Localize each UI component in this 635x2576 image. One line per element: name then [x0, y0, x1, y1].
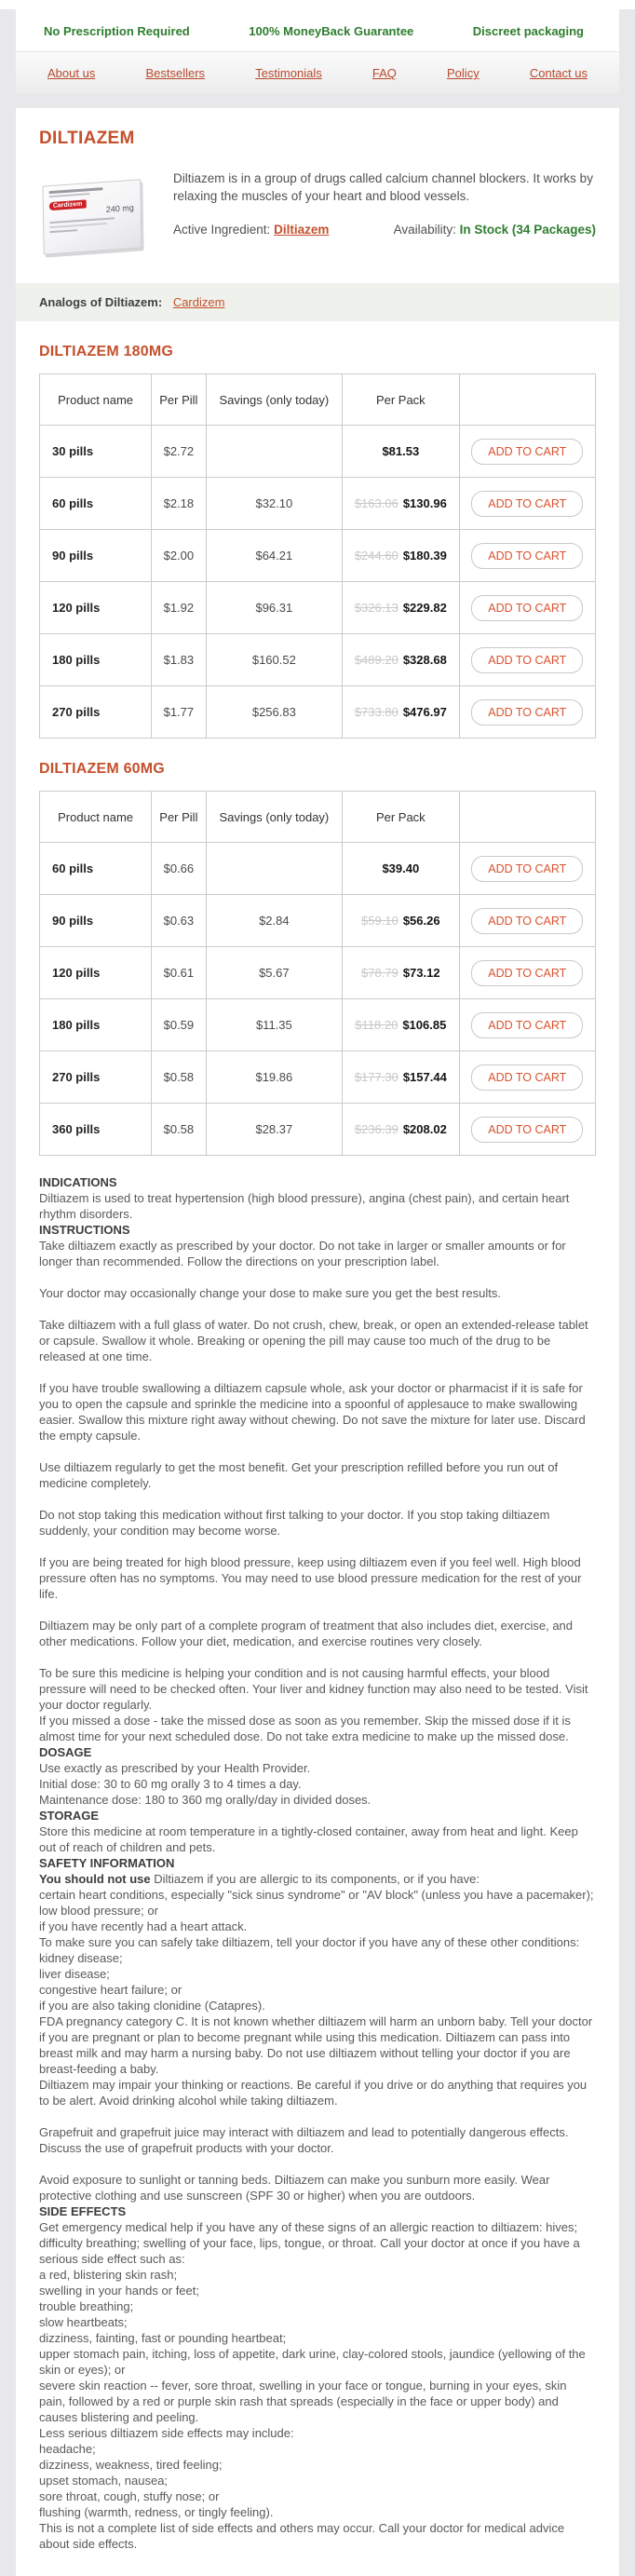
- site-header: [16, 9, 619, 94]
- cart-cell: [459, 947, 595, 999]
- info-paragraph: dizziness, weakness, tired feeling;: [39, 2458, 223, 2472]
- per-pack-cell: [343, 1051, 459, 1104]
- info-paragraph: Your doctor may occasionally change your dose to make sure you get the best results.: [39, 1286, 501, 1300]
- column-header-per-pill: Per Pill: [152, 374, 206, 426]
- current-price: $208.02: [402, 1122, 447, 1136]
- info-paragraph: Do not stop taking this medication without first talking to your doctor. If you stop taking diltiazem suddenly, your condition may become worse.: [39, 1508, 550, 1538]
- old-price: $733.80: [354, 705, 399, 719]
- current-price: $328.68: [402, 653, 447, 667]
- column-header-product-name: Product name: [40, 374, 152, 426]
- add-to-cart-button[interactable]: ADD TO CART: [471, 491, 583, 517]
- cart-cell: [459, 582, 595, 634]
- price-section: [16, 321, 619, 739]
- product-name-cell: 60 pills: [40, 843, 152, 895]
- column-header-per-pill: Per Pill: [152, 792, 206, 843]
- price-row-60-pills: [40, 478, 596, 530]
- active-ingredient-label: Active Ingredient:: [173, 223, 271, 237]
- info-paragraph: upset stomach, nausea;: [39, 2474, 169, 2488]
- add-to-cart-button[interactable]: ADD TO CART: [471, 1117, 583, 1143]
- info-paragraph: Diltiazem may be only part of a complete program of treatment that also includes diet, exercise, and other medications. Follow your diet, medication, and exercise routines very closely.: [39, 1619, 574, 1648]
- info-paragraph: dizziness, fainting, fast or pounding heartbeat;: [39, 2331, 287, 2345]
- per-pill-cell: $0.59: [152, 999, 206, 1051]
- info-paragraph: Grapefruit and grapefruit juice may interact with diltiazem and lead to potentially dangerous effects. Discuss the use of grapefruit products with your doctor.: [39, 2125, 569, 2155]
- price-tables: [16, 321, 619, 1156]
- product-name-cell: 90 pills: [40, 895, 152, 947]
- nav-link-testimonials[interactable]: Testimonials: [255, 66, 322, 80]
- info-paragraph: Store this medicine at room temperature in a tightly-closed container, away from heat and light. Keep out of reach of children and pets.: [39, 1824, 578, 1854]
- benefit-no-prescription-required: No Prescription Required: [44, 24, 190, 38]
- info-heading-side-effects: SIDE EFFECTS: [39, 2204, 127, 2218]
- product-image: [39, 169, 149, 266]
- info-paragraph: if you have recently had a heart attack.: [39, 1919, 248, 1933]
- cart-cell: [459, 1104, 595, 1156]
- savings-cell: $2.84: [206, 895, 343, 947]
- per-pack-cell: [343, 947, 459, 999]
- info-paragraph: Initial dose: 30 to 60 mg orally 3 to 4 times a day.: [39, 1777, 302, 1791]
- per-pack-cell: [343, 843, 459, 895]
- per-pill-cell: $0.61: [152, 947, 206, 999]
- savings-cell: $256.83: [206, 686, 343, 739]
- info-heading-safety-information: SAFETY INFORMATION: [39, 1856, 175, 1870]
- savings-cell: $19.86: [206, 1051, 343, 1104]
- info-paragraph: Diltiazem may impair your thinking or reactions. Be careful if you drive or do anything that requires you to be alert. Avoid drinking alcohol while taking diltiazem.: [39, 2078, 588, 2108]
- main-nav: [16, 51, 619, 94]
- price-row-180-pills: [40, 634, 596, 686]
- info-paragraph: If you missed a dose - take the missed dose as soon as you remember. Skip the missed dose if it is almost time for your next scheduled dose. Do not take extra medicine to make up the missed dose.: [39, 1714, 571, 1743]
- savings-cell: [206, 843, 343, 895]
- old-price: $244.60: [354, 549, 399, 563]
- price-row-120-pills: [40, 582, 596, 634]
- per-pill-cell: $0.66: [152, 843, 206, 895]
- info-paragraph: flushing (warmth, redness, or tingly feeling).: [39, 2505, 274, 2519]
- nav-link-policy[interactable]: Policy: [447, 66, 480, 80]
- savings-cell: $96.31: [206, 582, 343, 634]
- info-paragraph: Avoid exposure to sunlight or tanning beds. Diltiazem can make you sunburn more easily. Wear protective clothing and use sunscreen (SPF 30 or higher) when you are outdoors.: [39, 2173, 550, 2203]
- add-to-cart-button[interactable]: ADD TO CART: [471, 439, 583, 465]
- per-pack-cell: [343, 426, 459, 478]
- info-heading-storage: STORAGE: [39, 1809, 100, 1823]
- column-header-cart: [459, 374, 595, 426]
- info-paragraph: a red, blistering skin rash;: [39, 2268, 178, 2282]
- product-name-cell: 120 pills: [40, 947, 152, 999]
- info-paragraph: Get emergency medical help if you have any of these signs of an allergic reaction to diltiazem: hives; difficulty breathing; swelling of your face, lips, tongue, or throat. Call your doctor at once if you have a serious side effect such as:: [39, 2220, 580, 2266]
- analogs-bar: [16, 283, 619, 321]
- info-paragraph: slow heartbeats;: [39, 2315, 128, 2329]
- nav-link-contact-us[interactable]: Contact us: [529, 66, 588, 80]
- product-description: Diltiazem is in a group of drugs called calcium channel blockers. It works by relaxing the muscles of your heart and blood vessels.: [173, 171, 593, 203]
- column-header-product-name: Product name: [40, 792, 152, 843]
- add-to-cart-button[interactable]: ADD TO CART: [471, 1064, 583, 1091]
- product-name-cell: 90 pills: [40, 530, 152, 582]
- per-pack-cell: [343, 530, 459, 582]
- column-header-per-pack: Per Pack: [343, 374, 459, 426]
- box-dose-label: 240 mg: [105, 202, 134, 214]
- info-paragraph: FDA pregnancy category C. It is not known whether diltiazem will harm an unborn baby. Tell your doctor if you are pregnant or plan to become pregnant while using this medication. Diltiazem can pass into breast milk and may harm a nursing baby. Do not use diltiazem without telling your doctor if you are breast-feeding a baby.: [39, 2014, 593, 2076]
- box-fineprint: [49, 193, 90, 197]
- info-paragraph: swelling in your hands or feet;: [39, 2284, 199, 2298]
- info-paragraph: liver disease;: [39, 1967, 110, 1981]
- info-paragraph: if you are also taking clonidine (Catapres).: [39, 1999, 265, 2013]
- info-paragraph: Maintenance dose: 180 to 360 mg orally/day in divided doses.: [39, 1793, 372, 1807]
- current-price: $39.40: [382, 861, 420, 875]
- savings-cell: $32.10: [206, 478, 343, 530]
- column-header-cart: [459, 792, 595, 843]
- info-paragraph: Take diltiazem exactly as prescribed by your doctor. Do not take in larger or smaller amounts or for longer than recommended. Follow the directions on your prescription label.: [39, 1239, 566, 1268]
- active-ingredient-link[interactable]: Diltiazem: [274, 223, 330, 237]
- info-paragraph: This is not a complete list of side effects and others may occur. Call your doctor for medical advice about side effects.: [39, 2521, 565, 2551]
- old-price: $163.06: [354, 496, 399, 510]
- box-text-line: [49, 223, 107, 228]
- price-row-270-pills: [40, 686, 596, 739]
- product-name-cell: 270 pills: [40, 1051, 152, 1104]
- info-paragraph: To be sure this medicine is helping your condition and is not causing harmful effects, your blood pressure will need to be checked often. Your liver and kidney function may also need to be tested. Visit your doctor regularly.: [39, 1666, 588, 1712]
- add-to-cart-button[interactable]: ADD TO CART: [471, 856, 583, 882]
- price-row-270-pills: [40, 1051, 596, 1104]
- price-table: [39, 791, 596, 1156]
- cart-cell: [459, 895, 595, 947]
- price-row-30-pills: [40, 426, 596, 478]
- price-section: [16, 739, 619, 1156]
- page-title: DILTIAZEM: [39, 129, 135, 148]
- current-price: $56.26: [402, 914, 440, 928]
- add-to-cart-button[interactable]: ADD TO CART: [471, 1012, 583, 1038]
- old-price: $489.20: [354, 653, 399, 667]
- info-heading-instructions: INSTRUCTIONS: [39, 1223, 130, 1237]
- info-paragraph: sore throat, cough, stuffy nose; or: [39, 2489, 220, 2503]
- savings-cell: $160.52: [206, 634, 343, 686]
- info-bold-lead: You should not use: [39, 1872, 151, 1886]
- info-paragraph: Take diltiazem with a full glass of water. Do not crush, chew, break, or open an extended-release tablet or capsule. Swallow it whole. Breaking or opening the pill may cause too much of the drug to be released at one time.: [39, 1318, 588, 1363]
- page-container: [16, 9, 619, 2576]
- product-name-cell: 180 pills: [40, 999, 152, 1051]
- info-paragraph: You should not use Diltiazem if you are allergic to its components, or if you have:: [39, 1872, 480, 1886]
- current-price: $229.82: [402, 601, 447, 615]
- price-row-60-pills: [40, 843, 596, 895]
- per-pill-cell: $2.72: [152, 426, 206, 478]
- benefit-discreet-packaging: Discreet packaging: [472, 24, 584, 38]
- old-price: $177.30: [354, 1070, 399, 1084]
- info-paragraph: Use diltiazem regularly to get the most benefit. Get your prescription refilled before you run out of medicine completely.: [39, 1460, 559, 1490]
- per-pill-cell: $0.58: [152, 1051, 206, 1104]
- savings-cell: $64.21: [206, 530, 343, 582]
- per-pill-cell: $1.83: [152, 634, 206, 686]
- per-pill-cell: $1.77: [152, 686, 206, 739]
- price-row-90-pills: [40, 895, 596, 947]
- dosage-section-heading: DILTIAZEM 60MG: [39, 761, 165, 777]
- add-to-cart-button[interactable]: ADD TO CART: [471, 960, 583, 986]
- current-price: $476.97: [402, 705, 447, 719]
- product-name-cell: 120 pills: [40, 582, 152, 634]
- info-paragraph: Diltiazem is used to treat hypertension (high blood pressure), angina (chest pain), and certain heart rhythm disorders.: [39, 1191, 570, 1221]
- stock-status: In Stock (34 Packages): [459, 223, 596, 237]
- add-to-cart-button[interactable]: ADD TO CART: [471, 647, 583, 673]
- add-to-cart-button[interactable]: ADD TO CART: [471, 699, 583, 725]
- table-header-row: [40, 792, 596, 843]
- old-price: $78.79: [361, 966, 399, 980]
- cart-cell: [459, 426, 595, 478]
- ingredient-availability-row: [173, 221, 596, 238]
- column-header-savings-only-today: Savings (only today): [206, 374, 343, 426]
- info-paragraph: If you are being treated for high blood pressure, keep using diltiazem even if you feel well. High blood pressure often has no symptoms. You may need to use blood pressure medication for the rest of your life.: [39, 1555, 582, 1601]
- product-name-cell: 180 pills: [40, 634, 152, 686]
- info-paragraph: congestive heart failure; or: [39, 1983, 182, 1997]
- savings-cell: [206, 426, 343, 478]
- top-white-strip: [0, 0, 635, 9]
- price-table: [39, 373, 596, 739]
- per-pack-cell: [343, 634, 459, 686]
- price-row-120-pills: [40, 947, 596, 999]
- info-paragraph: To make sure you can safely take diltiazem, tell your doctor if you have any of these other conditions:: [39, 1935, 580, 1949]
- analogs-label: Analogs of Diltiazem:: [39, 295, 163, 309]
- old-price: $326.13: [354, 601, 399, 615]
- analog-links: [166, 295, 225, 309]
- analog-link-cardizem[interactable]: Cardizem: [172, 295, 225, 309]
- cart-cell: [459, 686, 595, 739]
- info-heading-indications: INDICATIONS: [39, 1175, 117, 1189]
- info-paragraph: trouble breathing;: [39, 2299, 134, 2313]
- product-name-cell: 270 pills: [40, 686, 152, 739]
- per-pack-cell: [343, 478, 459, 530]
- cart-cell: [459, 843, 595, 895]
- cart-cell: [459, 530, 595, 582]
- add-to-cart-button[interactable]: ADD TO CART: [471, 595, 583, 621]
- nav-link-bestsellers[interactable]: Bestsellers: [145, 66, 206, 80]
- price-row-180-pills: [40, 999, 596, 1051]
- cart-cell: [459, 1051, 595, 1104]
- per-pack-cell: [343, 999, 459, 1051]
- info-paragraph: If you have trouble swallowing a diltiazem capsule whole, ask your doctor or pharmacist if it is safe for you to open the capsule and sprinkle the medicine into a spoonful of applesauce to make swallowing easier. Swallow this mixture right away without chewing. Do not save the mixture for later use. Discard the empty capsule.: [39, 1381, 586, 1443]
- nav-link-about-us[interactable]: About us: [47, 66, 96, 80]
- current-price: $130.96: [402, 496, 447, 510]
- product-name-cell: 360 pills: [40, 1104, 152, 1156]
- product-summary: [16, 155, 619, 279]
- main-content-card: [16, 108, 619, 2576]
- per-pack-cell: [343, 686, 459, 739]
- column-header-savings-only-today: Savings (only today): [206, 792, 343, 843]
- savings-cell: $11.35: [206, 999, 343, 1051]
- nav-link-faq[interactable]: FAQ: [372, 66, 397, 80]
- per-pack-cell: [343, 582, 459, 634]
- per-pill-cell: $2.00: [152, 530, 206, 582]
- old-price: $236.39: [354, 1122, 399, 1136]
- info-paragraph: kidney disease;: [39, 1951, 123, 1965]
- cart-cell: [459, 478, 595, 530]
- add-to-cart-button[interactable]: ADD TO CART: [471, 543, 583, 569]
- price-row-360-pills: [40, 1104, 596, 1156]
- box-brand-label: Cardizem: [49, 199, 87, 210]
- availability-label: Availability:: [393, 223, 456, 237]
- current-price: $157.44: [402, 1070, 447, 1084]
- active-ingredient: [173, 221, 329, 238]
- price-row-90-pills: [40, 530, 596, 582]
- per-pill-cell: $0.63: [152, 895, 206, 947]
- medicine-box-illustration: [42, 179, 142, 254]
- per-pill-cell: $2.18: [152, 478, 206, 530]
- info-paragraph: Less serious diltiazem side effects may include:: [39, 2426, 294, 2440]
- savings-cell: $28.37: [206, 1104, 343, 1156]
- info-paragraph: certain heart conditions, especially "sick sinus syndrome" or "AV block" (unless you have a pacemaker);: [39, 1888, 594, 1902]
- product-name-cell: 60 pills: [40, 478, 152, 530]
- dosage-section-heading: DILTIAZEM 180MG: [39, 344, 174, 359]
- product-info: [173, 169, 596, 266]
- cart-cell: [459, 999, 595, 1051]
- current-price: $180.39: [402, 549, 447, 563]
- current-price: $106.85: [402, 1018, 447, 1032]
- drug-information: [16, 1156, 619, 2552]
- current-price: $73.12: [402, 966, 440, 980]
- add-to-cart-button[interactable]: ADD TO CART: [471, 908, 583, 934]
- availability: [394, 221, 596, 238]
- info-paragraph: low blood pressure; or: [39, 1904, 158, 1918]
- per-pack-cell: [343, 895, 459, 947]
- old-price: $59.10: [361, 914, 399, 928]
- old-price: $118.20: [355, 1018, 399, 1032]
- info-paragraph: upper stomach pain, itching, loss of appetite, dark urine, clay-colored stools, jaundice (yellowing of the skin or eyes); or: [39, 2347, 586, 2377]
- table-header-row: [40, 374, 596, 426]
- savings-cell: $5.67: [206, 947, 343, 999]
- current-price: $81.53: [382, 444, 420, 458]
- box-text-line: [49, 229, 77, 233]
- header-gap: [16, 94, 619, 108]
- column-header-per-pack: Per Pack: [343, 792, 459, 843]
- per-pill-cell: $0.58: [152, 1104, 206, 1156]
- product-name-cell: 30 pills: [40, 426, 152, 478]
- per-pill-cell: $1.92: [152, 582, 206, 634]
- benefit-100-moneyback-guarantee: 100% MoneyBack Guarantee: [249, 24, 414, 38]
- info-paragraph: Use exactly as prescribed by your Health Provider.: [39, 1761, 311, 1775]
- benefits-bar: [16, 9, 619, 51]
- per-pack-cell: [343, 1104, 459, 1156]
- info-paragraph: headache;: [39, 2442, 96, 2456]
- info-paragraph: severe skin reaction -- fever, sore throat, swelling in your face or tongue, burning in your eyes, skin pain, followed by a red or purple skin rash that spreads (especially in the face or upper body) and causes blistering and peeling.: [39, 2379, 567, 2424]
- info-heading-dosage: DOSAGE: [39, 1745, 92, 1759]
- cart-cell: [459, 634, 595, 686]
